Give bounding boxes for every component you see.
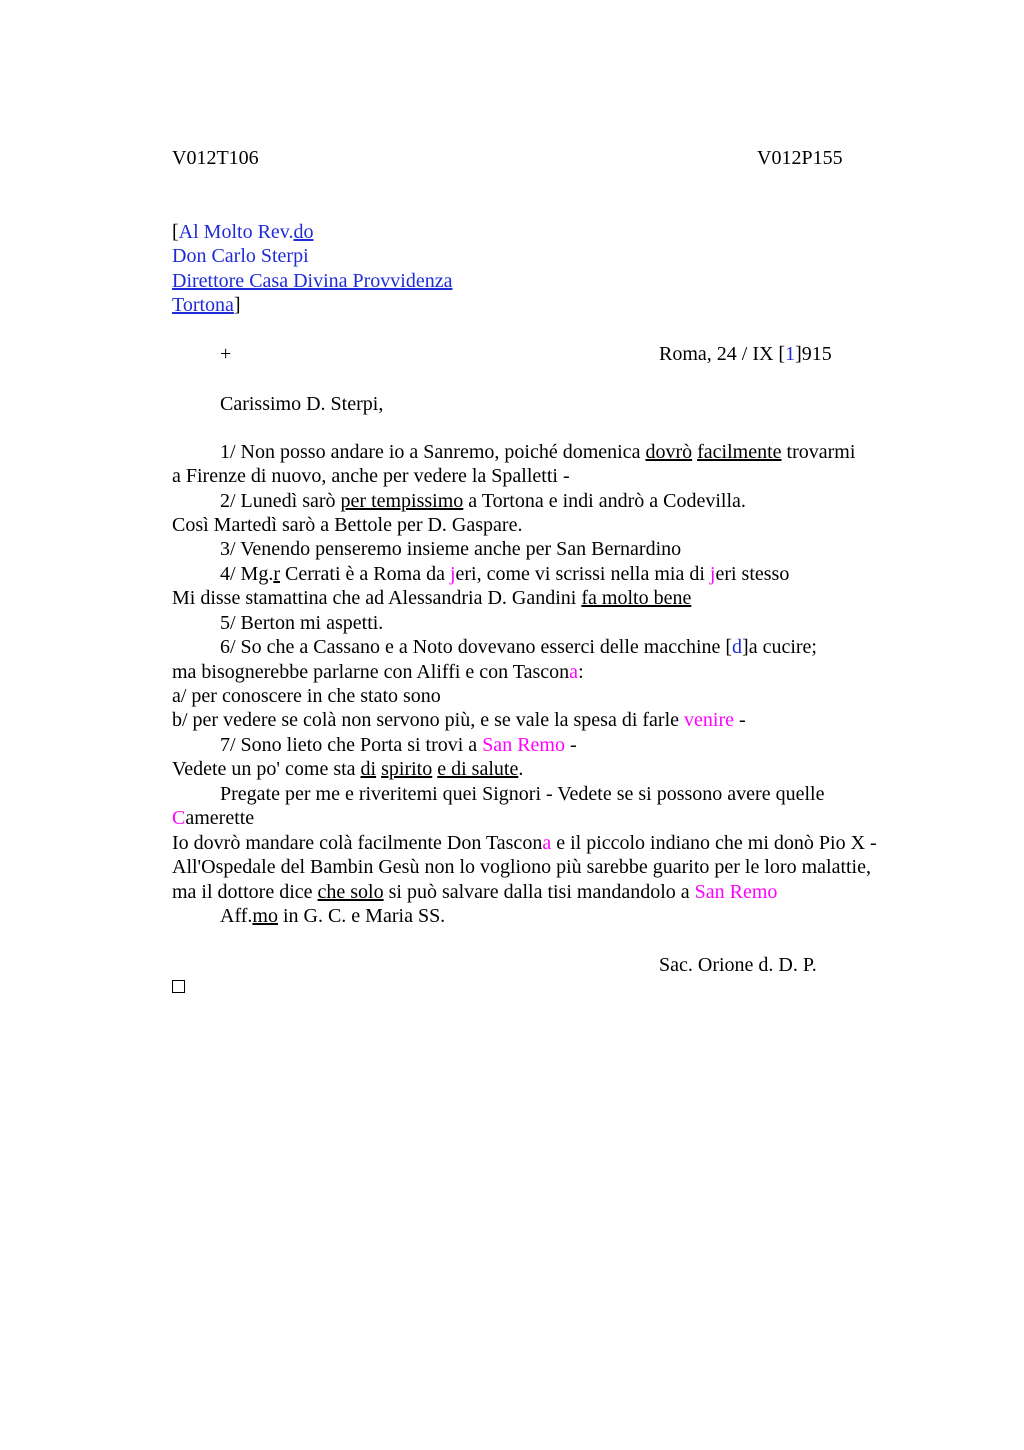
- underlined-text: r: [273, 563, 281, 585]
- text-span: eri, come vi scrissi nella mia di: [455, 563, 710, 585]
- paragraph-3: 3/ Venendo penseremo insieme anche per San Bernardino: [220, 538, 682, 560]
- text-span: 4/ Mg.: [220, 563, 274, 585]
- text-span: 1/ Non posso andare io a Sanremo, poiché domenica: [220, 441, 646, 463]
- text-span: trovarmi: [781, 441, 856, 463]
- bracket-open: [: [172, 221, 179, 243]
- text-span: 7/ Sono lieto che Porta si trovi a: [220, 734, 483, 756]
- document-code-left: V012T106: [172, 147, 259, 169]
- paragraph-4-line-2: [172, 586, 691, 610]
- end-marker-box: [172, 980, 185, 993]
- variant-letter: a: [569, 661, 579, 683]
- paragraph-7-line-2: [172, 757, 523, 781]
- paragraph-6-line-2: [172, 660, 584, 684]
- text-span: .: [518, 758, 524, 780]
- paragraph-8-line-4: All'Ospedale del Bambin Gesù non lo vogliono più sarebbe guarito per le loro malattie,: [172, 856, 871, 878]
- paragraph-5: 5/ Berton mi aspetti.: [220, 612, 384, 634]
- paragraph-2-line-2: Così Martedì sarò a Bettole per D. Gaspare.: [172, 514, 523, 536]
- text-span: Vedete un po' come sta: [172, 758, 361, 780]
- text-span: amerette: [185, 807, 255, 829]
- cross-symbol: +: [220, 343, 232, 365]
- underlined-text: fa molto bene: [581, 587, 692, 609]
- underlined-text: mo: [252, 905, 278, 927]
- text-span: in G. C. e Maria SS.: [277, 905, 446, 927]
- variant-letter: j: [449, 563, 456, 585]
- signature: Sac. Orione d. D. P.: [659, 954, 817, 976]
- underlined-text: spirito: [381, 758, 433, 780]
- variant-word: San Remo: [694, 881, 778, 903]
- text-span: e il piccolo indiano che mi donò Pio X -: [551, 832, 877, 854]
- text-span: b/ per vedere se colà non servono più, e se vale la spesa di farle: [172, 709, 685, 731]
- text-span: -: [734, 709, 746, 731]
- date-part: Roma, 24 / IX [: [659, 343, 786, 365]
- paragraph-8-line-3: [172, 831, 877, 855]
- variant-word: venire: [684, 709, 735, 731]
- text-span: a Tortona e indi andrò a Codevilla.: [463, 490, 746, 512]
- address-salutation: Al Molto Rev.: [178, 221, 294, 243]
- address-line-3: Direttore Casa Divina Provvidenza: [172, 270, 453, 292]
- variant-letter: a: [542, 832, 552, 854]
- paragraph-2: [220, 489, 746, 513]
- paragraph-8: Pregate per me e riveritemi quei Signori - Vedete se si possono avere quelle: [220, 783, 825, 805]
- closing-affectionate: [220, 904, 445, 928]
- variant-letter: C: [172, 807, 186, 829]
- place-date: [659, 342, 832, 366]
- text-span: 6/ So che a Cassano e a Noto dovevano esserci delle macchine [: [220, 636, 733, 658]
- text-span: si può salvare dalla tisi mandandolo a: [383, 881, 695, 903]
- paragraph-1: [220, 440, 855, 464]
- address-line-2: Don Carlo Sterpi: [172, 245, 309, 267]
- paragraph-8-line-2: [172, 806, 254, 830]
- salutation: Carissimo D. Sterpi,: [220, 393, 384, 415]
- text-span: Cerrati è a Roma da: [280, 563, 450, 585]
- text-span: 2/ Lunedì sarò: [220, 490, 341, 512]
- paragraph-7: [220, 733, 577, 757]
- paragraph-6: [220, 635, 817, 659]
- text-span: ma il dottore dice: [172, 881, 318, 903]
- date-year: ]915: [795, 343, 832, 365]
- text-span: -: [564, 734, 577, 756]
- editorial-letter: d: [732, 636, 743, 658]
- text-span: ma bisognerebbe parlarne con Aliffi e con Tascon: [172, 661, 570, 683]
- underlined-text: facilmente: [697, 441, 782, 463]
- text-span: Aff.: [220, 905, 253, 927]
- variant-word: San Remo: [482, 734, 565, 756]
- address-salutation-superscript: do: [293, 221, 314, 243]
- underlined-text: dovrò: [645, 441, 693, 463]
- bracket-close: ]: [233, 294, 241, 316]
- address-line-1: [172, 220, 314, 244]
- text-span: eri stesso: [715, 563, 790, 585]
- text-span: Io dovrò mandare colà facilmente Don Tascon: [172, 832, 543, 854]
- paragraph-1-line-2: a Firenze di nuovo, anche per vedere la Spalletti -: [172, 465, 570, 487]
- text-span: Mi disse stamattina che ad Alessandria D. Gandini: [172, 587, 582, 609]
- underlined-text: e di salute: [437, 758, 519, 780]
- variant-letter: j: [709, 563, 716, 585]
- underlined-text: di: [360, 758, 377, 780]
- address-city: Tortona: [172, 294, 234, 316]
- paragraph-8-line-5: [172, 880, 777, 904]
- document-code-right: V012P155: [757, 147, 843, 169]
- text-span: :: [578, 661, 584, 683]
- address-line-4: [172, 293, 241, 317]
- paragraph-6-line-4: [172, 708, 746, 732]
- paragraph-6-line-3: a/ per conoscere in che stato sono: [172, 685, 441, 707]
- underlined-text: per tempissimo: [340, 490, 464, 512]
- paragraph-4: [220, 562, 789, 586]
- text-span: ]a cucire;: [742, 636, 817, 658]
- date-editorial-digit: 1: [785, 343, 796, 365]
- underlined-text: che solo: [317, 881, 384, 903]
